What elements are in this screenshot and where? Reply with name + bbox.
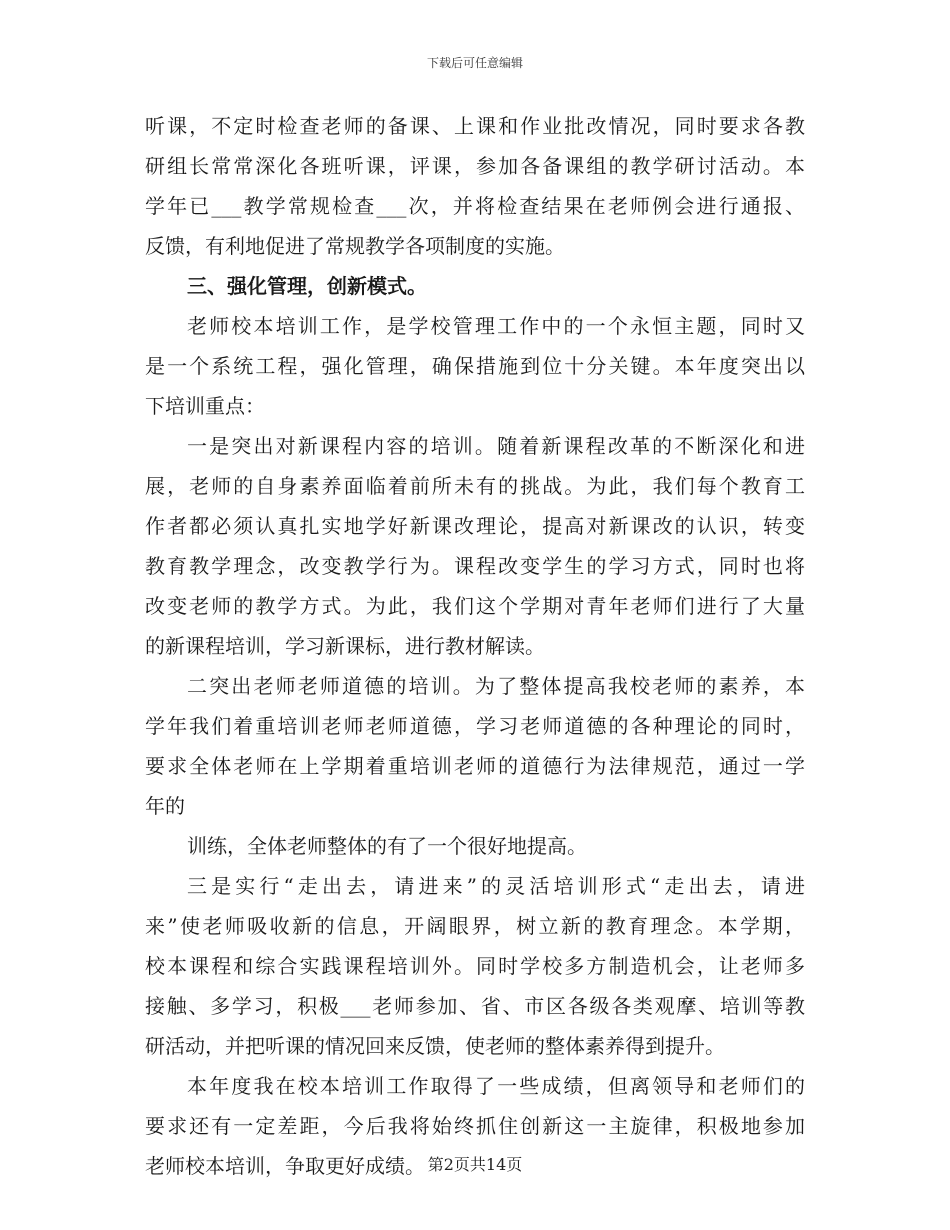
text-line: 改变老师的教学方式。为此，我们这个学期对青年老师们进行了大量 [145,594,805,618]
text-line: 教育教学理念，改变教学行为。课程改变学生的学习方式，同时也将 [145,554,805,578]
paragraph [145,666,805,826]
page-footer: 第2页共14页 [427,1155,523,1174]
text-line: 要求全体老师在上学期着重培训老师的道德行为法律规范，通过一学 [145,754,805,778]
text-line: 接触、多学习，积极___老师参加、省、市区各级各类观摩、培训等教 [145,994,805,1018]
text-line: 来”使老师吸收新的信息，开阔眼界，树立新的教育理念。本学期， [145,914,805,938]
text-line: 作者都必须认真扎实地学好新课改理论，提高对新课改的认识，转变 [145,514,805,538]
document-body [145,106,805,1186]
text-line: 学年已___教学常规检查___次，并将检查结果在老师例会进行通报、 [145,194,805,218]
page-header: 下载后可任意编辑 [426,56,523,70]
text-line: 反馈，有利地促进了常规教学各项制度的实施。 [145,234,565,258]
text-line: 研组长常常深化各班听课，评课，参加各备课组的教学研讨活动。本 [145,154,805,178]
text-line: 年的 [145,794,185,818]
text-line: 研活动，并把听课的情况回来反馈，使老师的整体素养得到提升。 [145,1034,725,1058]
section-heading [145,266,805,306]
text-line: 的新课程培训，学习新课标，进行教材解读。 [145,634,545,658]
text-line: 一是突出对新课程内容的培训。随着新课程改革的不断深化和进 [187,434,805,458]
text-line: 二突出老师老师道德的培训。为了整体提高我校老师的素养，本 [187,674,805,698]
text-line: 训练，全体老师整体的有了一个很好地提高。 [187,834,587,858]
text-line: 老师校本培训工作，是学校管理工作中的一个永恒主题，同时又 [187,314,805,338]
text-line: 是一个系统工程，强化管理，确保措施到位十分关键。本年度突出以 [145,354,805,378]
text-line: 本年度我在校本培训工作取得了一些成绩，但离领导和老师们的 [187,1074,805,1098]
text-line: 听课，不定时检查老师的备课、上课和作业批改情况，同时要求各教 [145,114,805,138]
text-line: 要求还有一定差距，今后我将始终抓住创新这一主旋律，积极地参加 [145,1114,805,1138]
paragraph [145,106,805,266]
paragraph [145,426,805,666]
text-line: 学年我们着重培训老师老师道德，学习老师道德的各种理论的同时， [145,714,805,738]
paragraph [145,866,805,1066]
text-line: 校本课程和综合实践课程培训外。同时学校多方制造机会，让老师多 [145,954,805,978]
text-line: 下培训重点： [145,394,265,418]
heading-line: 三、强化管理，创新模式。 [187,274,427,298]
paragraph [145,306,805,426]
paragraph [145,826,805,866]
text-line: 三是实行“走出去，请进来”的灵活培训形式“走出去，请进 [187,874,805,898]
text-line: 展，老师的自身素养面临着前所未有的挑战。为此，我们每个教育工 [145,474,805,498]
text-line: 老师校本培训，争取更好成绩。 [145,1154,425,1178]
